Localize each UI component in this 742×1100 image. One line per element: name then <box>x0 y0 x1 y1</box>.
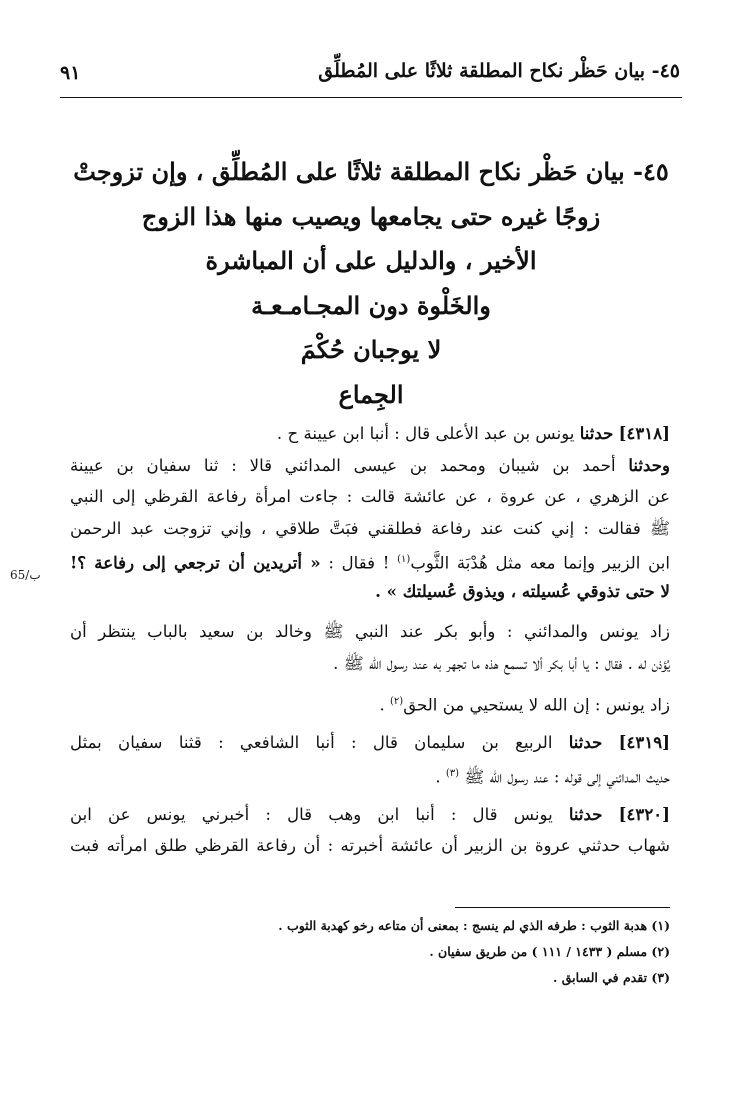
narration-lead: حدثنا <box>568 803 603 824</box>
narration-lead: وحدثنا <box>628 454 670 475</box>
hadith-text: أحمد بن شيبان ومحمد بن عيسى المدائني قالا : ثنا سفيان بن عيينة <box>70 455 616 475</box>
hadith-text: ابن الزبير وإنما معه مثل هُدْبَة الثَّوب <box>410 553 670 573</box>
hadith-4320-line-1 <box>70 799 670 831</box>
hadith-text: يونس قال : أنبا ابن وهب قال : أخبرني يونس عن ابن <box>70 804 553 824</box>
full-stop: . <box>379 695 385 715</box>
hadith-4318-line-8: يُؤذن له . فقال : يا أبا بكر ألا تسمع هذه ما تجهر به عند رسول الله ﷺ . <box>333 653 670 673</box>
chapter-title-line-1: ٤٥- بيان حَظْر نكاح المطلقة ثلاثًا على المُطلِّق ، وإن تزوجتْ <box>73 157 669 186</box>
hadith-4318-line-7: زاد يونس والمدائني : وأبو بكر عند النبي ﷺ وخالد بن سعيد بالباب ينتظر أن <box>70 622 670 641</box>
footnote-ref-3[interactable]: (٣) <box>445 768 460 779</box>
footnote-ref-2[interactable]: (٢) <box>390 696 404 707</box>
footnote-divider <box>455 907 670 908</box>
hadith-4320-line-2: شهاب حدثني عروة بن الزبير أن عائشة أخبرته : أن رفاعة القرظي طلق امرأته فبت <box>70 836 670 855</box>
chapter-title-line-3: الأخير ، والدليل على أن المباشرة <box>205 246 537 275</box>
hadith-4319-line-2 <box>70 758 670 790</box>
hadith-4318-line-4: ﷺ فقالت : إني كنت عند رفاعة فطلقني فبَتَّ طلاقي ، وإني تزوجت عبد الرحمن <box>70 518 670 538</box>
chapter-title <box>60 150 682 417</box>
footnote-3: (٣) تقدم في السابق . <box>553 970 670 985</box>
full-stop: . <box>435 767 441 787</box>
chapter-title-line-6: الجِماع <box>338 379 404 409</box>
footnote-1: (١) هدبة الثوب : طرفه الذي لم ينسج : بمعنى أن متاعه رخو كهدبة الثوب . <box>278 918 670 933</box>
hadith-4319-line-1 <box>70 727 670 759</box>
chapter-title-line-4: والخَلْوة دون المجـامـعـة <box>251 290 491 320</box>
hadith-text: ! فقال : <box>328 553 390 573</box>
hadith-4318-line-5 <box>70 544 670 576</box>
narration-lead: حدثنا <box>579 423 614 443</box>
narration-lead: حدثنا <box>568 731 603 752</box>
hadith-4318-line-2 <box>70 450 670 482</box>
hadith-body <box>70 418 670 862</box>
chapter-title-line-5: لا يوجبان حُكْمَ <box>300 335 442 364</box>
chapter-title-line-2: زوجًا غيره حتى يجامعها ويصيب منها هذا الزوج <box>141 201 601 231</box>
running-title: ٤٥- بيان حَظْر نكاح المطلقة ثلاثًا على المُطلِّق <box>318 60 680 82</box>
hadith-4318-line-6: لا حتى تذوقي عُسيلته ، ويذوق عُسيلتك » . <box>375 580 670 601</box>
hadith-text: يونس بن عبد الأعلى قال : أنبا ابن عيينة ح . <box>276 424 575 443</box>
prophetic-quote: « أتريدين أن ترجعي إلى رفاعة ؟! <box>70 552 321 573</box>
hadith-text: زاد يونس : إن الله لا يستحيي من الحق <box>403 695 670 715</box>
hadith-number: [٤٣١٨] <box>618 423 670 443</box>
footnote-2: (٢) مسلم ( ١٤٣٣ / ١١١ ) من طريق سفيان . <box>429 944 670 959</box>
header-divider <box>60 97 682 98</box>
hadith-4318-line-3: عن الزهري ، عن عروة ، عن عائشة قالت : جاءت امرأة رفاعة القرظي إلى النبي <box>70 487 670 506</box>
page-number: ٩١ <box>60 62 81 84</box>
running-header <box>60 58 680 96</box>
hadith-number: [٤٣١٩] <box>618 731 671 752</box>
footnote-ref-1[interactable]: (١) <box>397 554 411 565</box>
hadith-text: حديث المدائني إلى قوله : عند رسول الله ﷺ <box>464 767 670 787</box>
hadith-4318-line-9 <box>70 686 670 718</box>
hadith-number: [٤٣٢٠] <box>618 803 671 824</box>
footnotes <box>70 913 670 991</box>
hadith-4318-line-1 <box>70 418 670 450</box>
manuscript-folio-ref: 65/ب <box>10 568 41 582</box>
hadith-text: الربيع بن سليمان قال : أنبا الشافعي : قثنا سفيان بمثل <box>70 732 553 752</box>
